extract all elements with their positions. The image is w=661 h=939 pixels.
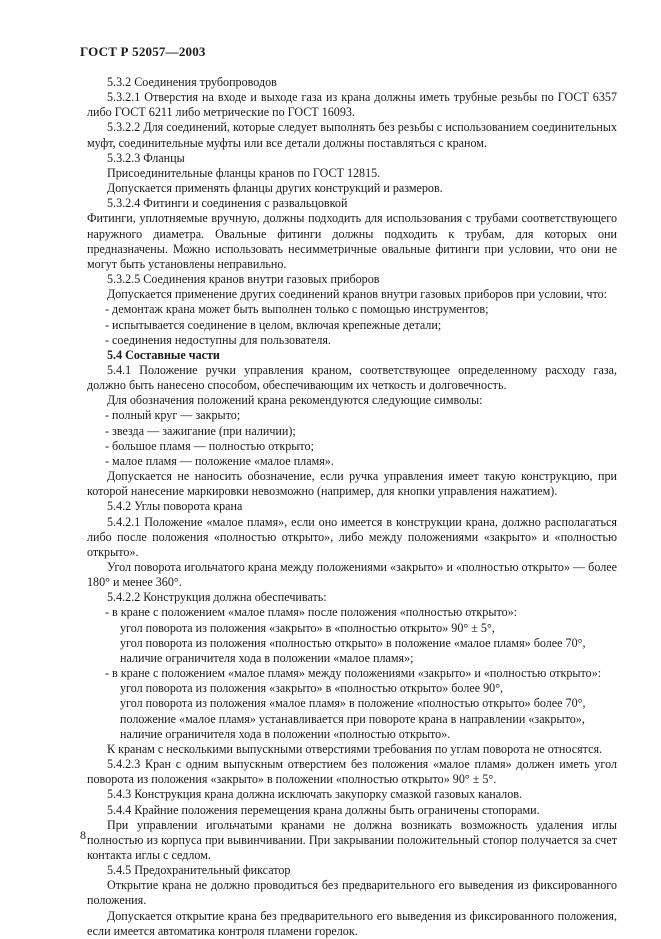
sub-list-item: наличие ограничителя хода в положении «малое пламя»; [120, 650, 414, 665]
list-item: - демонтаж крана может быть выполнен только с помощью инструментов; [105, 302, 489, 317]
paragraph: Угол поворота игольчатого крана между положениями «закрыто» и «полностью открыто» — более 180° и менее 360°. [87, 560, 617, 590]
paragraph: Фитинги, уплотняемые вручную, должны подходить для использования с трубами соответствующего наружного диаметра. Овальные фитинги должны подходить к трубам, для которых они предназначены. Можно использовать несимметричные овальные фитинги при условии, что они не могут быть установлены неправильно. [87, 211, 617, 271]
list-item: - малое пламя — положение «малое пламя». [105, 453, 334, 468]
paragraph-5-4-2-3: 5.4.2.3 Кран с одним выпускным отверстием без положения «малое пламя» должен иметь угол поворота из положения «закрыто» в положении «полностью открыто» 90° ± 5°. [87, 757, 617, 787]
section-heading-5-3-2-5: 5.3.2.5 Соединения кранов внутри газовых приборов [107, 272, 380, 287]
paragraph: Допускается открытие крана без предварительного его выведения из фиксированного положения, если имеется автоматика контроля пламени горелок. [87, 908, 617, 938]
paragraph-5-4-1: 5.4.1 Положение ручки управления краном, соответствующее определенному расходу газа, должно быть нанесено способом, обеспечивающим их четкость и долговечность. [87, 362, 617, 393]
paragraph-5-4-2-2: 5.4.2.2 Конструкция должна обеспечивать: [107, 590, 327, 605]
paragraph-5-3-2-1: 5.3.2.1 Отверстия на входе и выходе газа из крана должны иметь трубные резьбы по ГОСТ 6357 либо ГОСТ 6211 либо метрические по ГОСТ 16093. [87, 90, 617, 120]
section-heading-5-4: 5.4 Составные части [107, 347, 220, 362]
list-item: - большое пламя — полностью открыто; [105, 438, 314, 453]
paragraph: При управлении игольчатыми кранами не должна возникать возможность удаления иглы полностью из корпуса при вывинчивании. При закрывании положительный стопор получается за счет контакта иглы с седлом. [87, 817, 617, 862]
page-number: 8 [80, 828, 86, 842]
sub-list-item: положение «малое пламя» устанавливается при повороте крана в направлении «закрыто», [120, 711, 585, 726]
sub-list-item: угол поворота из положения «малое пламя» в положение «полностью открыто» более 70°, [120, 696, 586, 711]
document-header: ГОСТ Р 52057—2003 [80, 44, 206, 59]
list-item: - в кране с положением «малое пламя» после положения «полностью открыто»: [105, 605, 518, 620]
list-item: - в кране с положением «малое пламя» между положениями «закрыто» и «полностью открыто»: [105, 666, 602, 681]
list-item: - звезда — зажигание (при наличии); [105, 423, 296, 438]
paragraph-5-4-4: 5.4.4 Крайние положения перемещения крана должны быть ограничены стопорами. [107, 802, 540, 817]
sub-list-item: угол поворота из положения «закрыто» в «полностью открыто» более 90°, [120, 681, 504, 696]
paragraph-5-4-3: 5.4.3 Конструкция крана должна исключать закупорку смазкой газовых каналов. [107, 787, 523, 802]
sub-list-item: наличие ограничителя хода в положении «полностью открыто». [120, 726, 451, 741]
sub-list-item: угол поворота из положения «закрыто» в «полностью открыто» 90° ± 5°, [120, 620, 495, 635]
list-item: - испытывается соединение в целом, включая крепежные детали; [105, 317, 442, 332]
list-item: - соединения недоступны для пользователя. [105, 332, 331, 347]
section-heading-5-3-2-3: 5.3.2.3 Фланцы [107, 150, 185, 165]
paragraph: Присоединительные фланцы кранов по ГОСТ 12815. [107, 165, 381, 180]
paragraph: Допускается применение других соединений кранов внутри газовых приборов при условии, что: [107, 287, 608, 302]
section-heading-5-4-5: 5.4.5 Предохранительный фиксатор [107, 863, 291, 878]
paragraph: Открытие крана не должно проводиться без предварительного его выведения из фиксированного положения. [87, 878, 617, 908]
paragraph-5-4-2-1: 5.4.2.1 Положение «малое пламя», если оно имеется в конструкции крана, должно располагаться либо после положения «полностью открыто», либо между положениями «закрыто» и «полностью открыто». [87, 514, 617, 559]
list-item: - полный круг — закрыто; [105, 408, 241, 423]
section-heading-5-3-2: 5.3.2 Соединения трубопроводов [107, 75, 277, 89]
paragraph: Допускается не наносить обозначение, если ручка управления имеет такую конструкцию, при которой нанесение маркировки невозможно (например, для кнопки управления нажатием). [87, 469, 617, 499]
paragraph: Допускается применять фланцы других конструкций и размеров. [107, 181, 443, 196]
sub-list-item: угол поворота из положения «полностью открыто» в положение «малое пламя» более 70°, [120, 635, 586, 650]
section-heading-5-4-2: 5.4.2 Углы поворота крана [107, 499, 243, 514]
paragraph: Для обозначения положений крана рекомендуются следующие символы: [107, 393, 483, 408]
paragraph-5-3-2-2: 5.3.2.2 Для соединений, которые следует выполнять без резьбы с использованием соединительных муфт, соединительные муфты или все детали должны поставляться с краном. [87, 120, 617, 150]
section-heading-5-3-2-4: 5.3.2.4 Фитинги и соединения с развальцовкой [107, 196, 348, 211]
document-body [87, 75, 617, 939]
paragraph: К кранам с несколькими выпускными отверстиями требования по углам поворота не относятся. [107, 741, 603, 756]
